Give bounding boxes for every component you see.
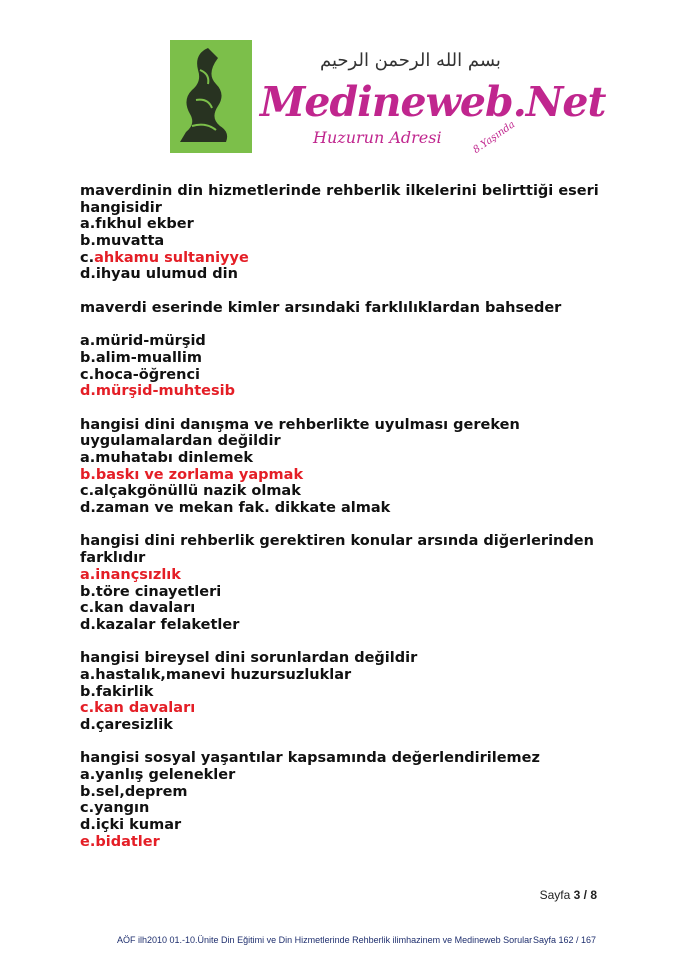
option-prefix: d.	[80, 717, 96, 733]
answer-option	[80, 216, 600, 233]
option-text: ihyau ulumud din	[95, 266, 238, 283]
answer-option	[80, 817, 600, 834]
option-prefix: c.	[80, 483, 95, 500]
answer-option	[80, 233, 600, 250]
option-prefix: a.	[80, 450, 96, 466]
option-text: içki kumar	[95, 817, 182, 834]
option-text: ahkamu sultaniyye	[94, 249, 249, 266]
brand-name: Medineweb.Net	[260, 78, 606, 126]
option-prefix: b.	[80, 783, 96, 800]
option-prefix: b.	[80, 233, 96, 250]
question-text: hangisi bireysel dini sorunlardan değildir	[80, 650, 418, 667]
answer-option	[80, 500, 600, 517]
answer-option	[80, 266, 600, 283]
option-text: hoca-öğrenci	[94, 366, 201, 383]
question-gap	[80, 634, 600, 651]
answer-option-correct	[80, 383, 600, 400]
option-text: mürşid-muhtesib	[95, 383, 235, 400]
answer-option	[80, 667, 600, 684]
option-prefix: b.	[80, 583, 96, 600]
answer-option	[80, 350, 600, 367]
option-text: sel,deprem	[95, 783, 188, 800]
answer-option	[80, 767, 600, 784]
answer-option-correct	[80, 834, 600, 851]
brand-tagline: Huzurun Adresi	[313, 128, 442, 147]
option-prefix: d.	[80, 817, 96, 834]
answer-option	[80, 800, 600, 817]
answer-option-correct	[80, 567, 600, 584]
option-prefix: b.	[80, 349, 96, 366]
question-text: hangisi dini danışma ve rehberlikte uyulması gereken	[80, 416, 520, 433]
question-gap	[80, 283, 600, 300]
question-text: hangisidir	[80, 199, 162, 216]
option-text: alçakgönüllü nazik olmak	[94, 483, 301, 500]
question-gap	[80, 317, 600, 334]
option-text: kan davaları	[94, 600, 196, 617]
option-prefix: d.	[80, 266, 96, 283]
option-text: alim-muallim	[95, 349, 202, 366]
question-text: hangisi dini rehberlik gerektiren konular arsında diğerlerinden	[80, 533, 594, 550]
answer-option	[80, 784, 600, 801]
footer-text: AÖF ilh2010 01.-10.Ünite Din Eğitimi ve Din Hizmetlerinde Rehberlik ilimhazinem ve Medineweb Sorular	[117, 935, 533, 945]
option-text: zaman ve mekan fak. dikkate almak	[95, 500, 391, 517]
option-text: inançsızlık	[95, 566, 181, 583]
answer-option	[80, 483, 600, 500]
option-text: kan davaları	[94, 700, 196, 717]
question-text: uygulamalardan değildir	[80, 433, 281, 450]
question-text: hangisi sosyal yaşantılar kapsamında değerlendirilemez	[80, 750, 540, 767]
option-text: çaresizlik	[95, 717, 173, 733]
answer-option	[80, 717, 600, 734]
header-banner	[170, 40, 606, 156]
answer-option-correct	[80, 250, 600, 267]
calligraphy-logo-image	[170, 40, 252, 153]
option-text: yanlış gelenekler	[95, 767, 236, 784]
question-list	[80, 183, 600, 851]
option-text: fakirlik	[95, 683, 154, 700]
option-prefix: a.	[80, 333, 96, 350]
answer-option-correct	[80, 700, 600, 717]
answer-option	[80, 584, 600, 601]
question-gap	[80, 734, 600, 751]
question-text: farklıdır	[80, 550, 146, 567]
option-text: kazalar felaketler	[95, 616, 240, 633]
option-prefix: b.	[80, 466, 96, 483]
option-prefix: c.	[80, 800, 95, 817]
option-prefix: a.	[80, 566, 96, 583]
option-prefix: d.	[80, 500, 96, 517]
option-text: muvatta	[95, 233, 165, 250]
question-text: maverdinin din hizmetlerinde rehberlik ilkelerini belirttiği eseri	[80, 183, 599, 199]
brand-years-badge: 8.Yaşında	[471, 119, 518, 156]
answer-option	[80, 333, 600, 350]
basmala-text: بسم الله الرحمن الرحيم	[320, 50, 501, 71]
option-text: mürid-mürşid	[95, 333, 206, 350]
option-prefix: e.	[80, 833, 96, 850]
option-prefix: c.	[80, 600, 95, 617]
answer-option	[80, 617, 600, 634]
question-gap	[80, 517, 600, 534]
option-prefix: c.	[80, 366, 95, 383]
question-gap	[80, 400, 600, 417]
page-number: Sayfa 3 / 8	[539, 888, 597, 902]
option-prefix: d.	[80, 383, 96, 400]
footer-page-number: Sayfa 162 / 167	[533, 935, 597, 945]
option-prefix: a.	[80, 216, 96, 233]
option-text: baskı ve zorlama yapmak	[95, 466, 304, 483]
answer-option	[80, 450, 600, 467]
option-prefix: a.	[80, 666, 96, 683]
option-prefix: c.	[80, 249, 95, 266]
option-prefix: a.	[80, 767, 96, 784]
option-text: bidatler	[95, 833, 160, 850]
option-text: töre cinayetleri	[95, 583, 222, 600]
answer-option	[80, 600, 600, 617]
option-text: hastalık,manevi huzursuzluklar	[95, 666, 352, 683]
option-prefix: d.	[80, 616, 96, 633]
option-text: yangın	[94, 800, 150, 817]
option-prefix: b.	[80, 683, 96, 700]
question-text: maverdi eserinde kimler arsındaki farklılıklardan bahseder	[80, 299, 562, 316]
answer-option-correct	[80, 467, 600, 484]
answer-option	[80, 684, 600, 701]
answer-option	[80, 367, 600, 384]
option-text: muhatabı dinlemek	[95, 450, 254, 466]
brand-logo	[258, 40, 606, 156]
option-text: fıkhul ekber	[95, 216, 194, 233]
option-prefix: c.	[80, 700, 95, 717]
